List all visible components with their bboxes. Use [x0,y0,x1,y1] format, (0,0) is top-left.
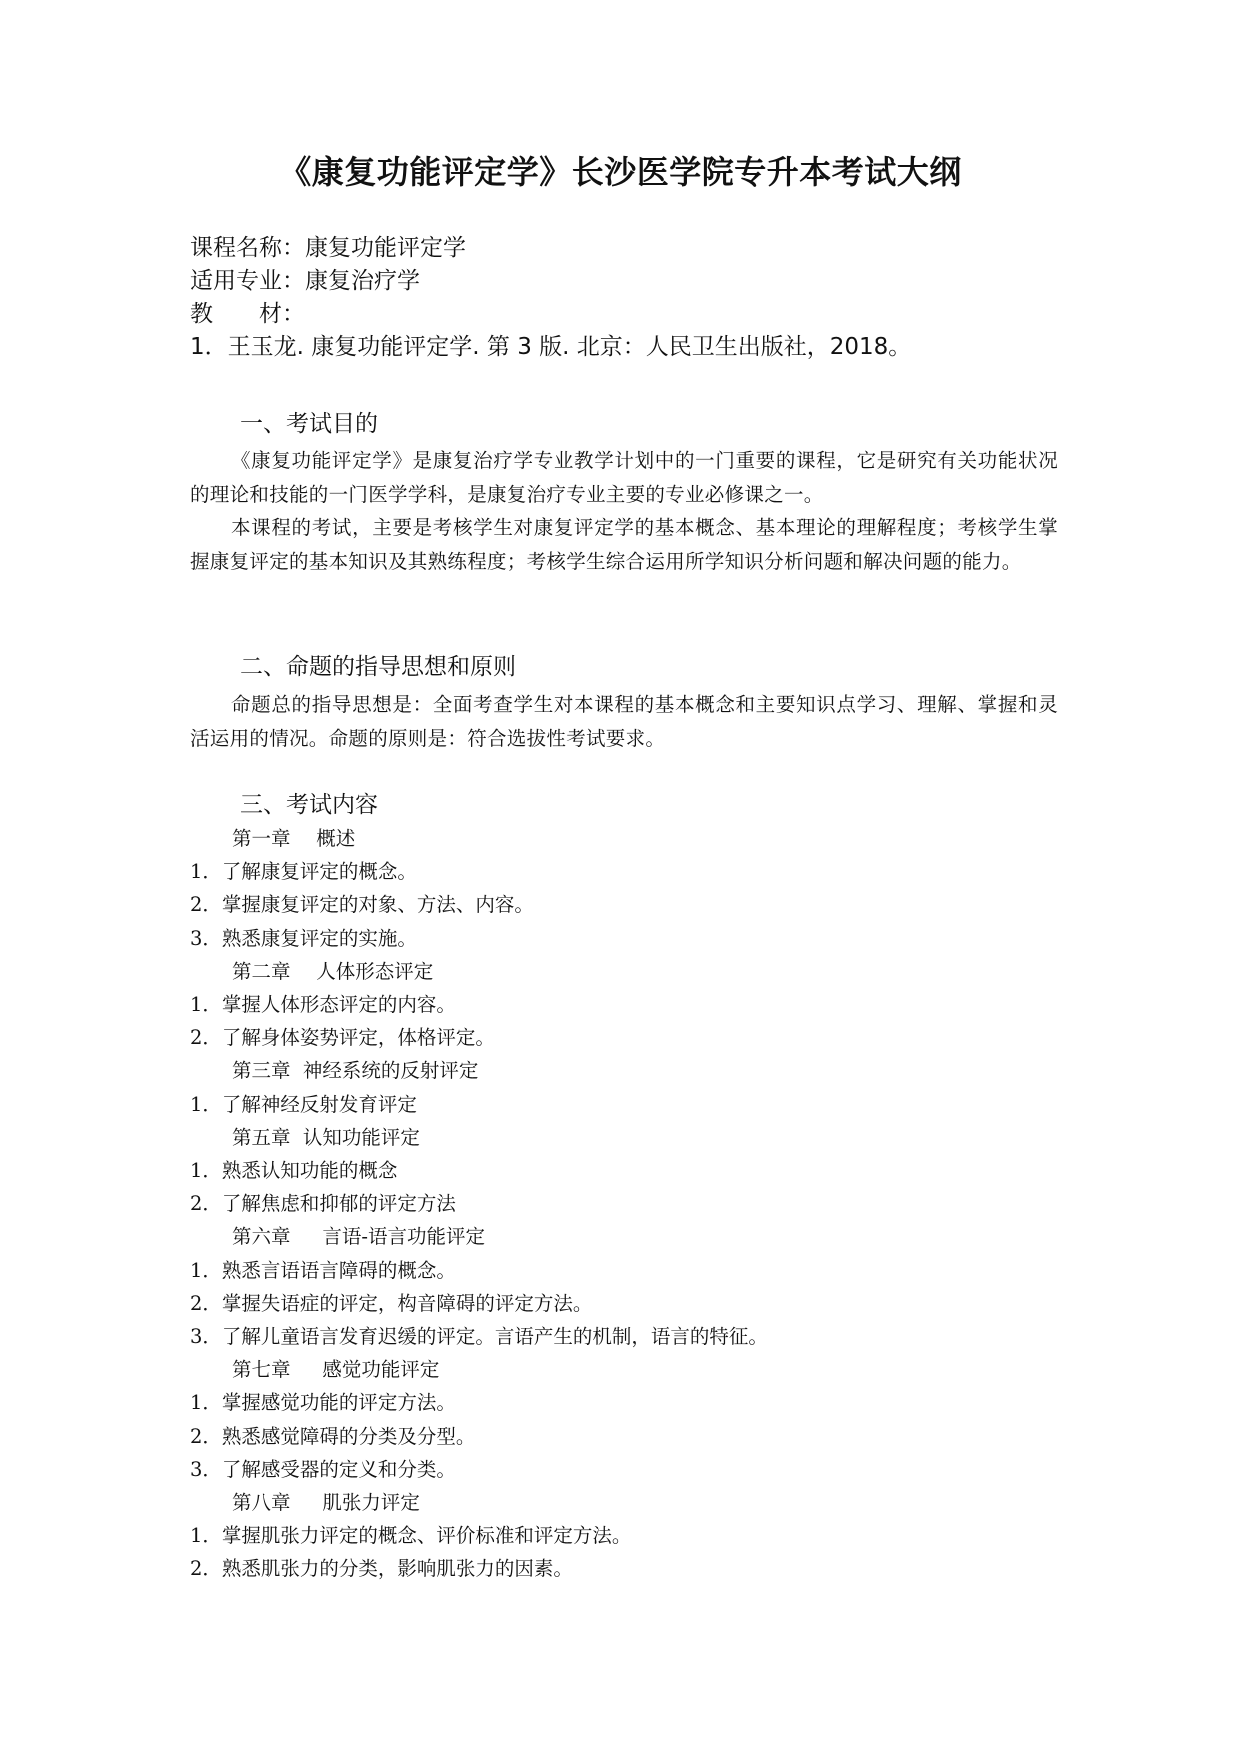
document-title: 《康复功能评定学》长沙医学院专升本考试大纲 [279,153,962,191]
chapter-item: 1．掌握感觉功能的评定方法。 [190,1391,456,1415]
chapter-item: 3．了解感受器的定义和分类。 [190,1457,456,1481]
chapter-item: 1．熟悉言语语言障碍的概念。 [190,1258,456,1282]
chapter-item: 2．熟悉肌张力的分类，影响肌张力的因素。 [190,1557,573,1581]
chapter-title: 第五章 认知功能评定 [232,1125,420,1149]
chapter-item: 2．掌握康复评定的对象、方法、内容。 [190,893,534,917]
chapter-item: 3．了解儿童语言发育迟缓的评定。言语产生的机制，语言的特征。 [190,1325,768,1349]
chapter-item: 1．了解神经反射发育评定 [190,1092,417,1116]
chapter-title: 第二章 人体形态评定 [232,959,434,983]
chapter-item: 1．掌握人体形态评定的内容。 [190,993,456,1017]
applicable-major: 适用专业：康复治疗学 [190,268,420,294]
section-heading-exam-purpose: 一、考试目的 [240,411,378,437]
chapter-item: 2．了解身体姿势评定，体格评定。 [190,1026,495,1050]
chapter-item: 2．掌握失语症的评定，构音障碍的评定方法。 [190,1291,593,1315]
textbook-reference: 1．王玉龙. 康复功能评定学. 第 3 版. 北京：人民卫生出版社，2018。 [190,334,912,360]
chapter-title: 第六章 言语-语言功能评定 [232,1225,485,1249]
chapter-item: 1．掌握肌张力评定的概念、评价标准和评定方法。 [190,1524,632,1548]
chapter-item: 2．了解焦虑和抑郁的评定方法 [190,1192,456,1216]
chapter-item: 1．了解康复评定的概念。 [190,860,417,884]
paragraph-principles-1: 命题总的指导思想是：全面考查学生对本课程的基本概念和主要知识点学习、理解、掌握和灵活运用的情况。命题的原则是：符合选拔性考试要求。 [190,693,1058,750]
course-meta [190,232,1070,364]
paragraph-purpose-2: 本课程的考试，主要是考核学生对康复评定学的基本概念、基本理论的理解程度；考核学生掌握康复评定的基本知识及其熟练程度；考核学生综合运用所学知识分析问题和解决问题的能力。 [190,516,1058,573]
paragraph-purpose-1: 《康复功能评定学》是康复治疗学专业教学计划中的一门重要的课程，它是研究有关功能状况的理论和技能的一门医学学科，是康复治疗专业主要的专业必修课之一。 [190,449,1058,506]
chapter-item: 1．熟悉认知功能的概念 [190,1159,398,1183]
chapter-item: 2．熟悉感觉障碍的分类及分型。 [190,1424,476,1448]
chapter-item: 3．熟悉康复评定的实施。 [190,926,417,950]
chapter-title: 第一章 概述 [232,827,356,850]
section-heading-exam-content: 三、考试内容 [240,792,378,818]
chapter-title: 第八章 肌张力评定 [232,1491,420,1515]
section-heading-guiding-principles: 二、命题的指导思想和原则 [240,654,516,680]
textbook-label: 教 材： [190,301,305,327]
exam-content-list [190,822,1070,1586]
chapter-title: 第七章 感觉功能评定 [232,1358,440,1382]
course-name: 课程名称：康复功能评定学 [190,235,466,261]
chapter-title: 第三章 神经系统的反射评定 [232,1059,479,1083]
